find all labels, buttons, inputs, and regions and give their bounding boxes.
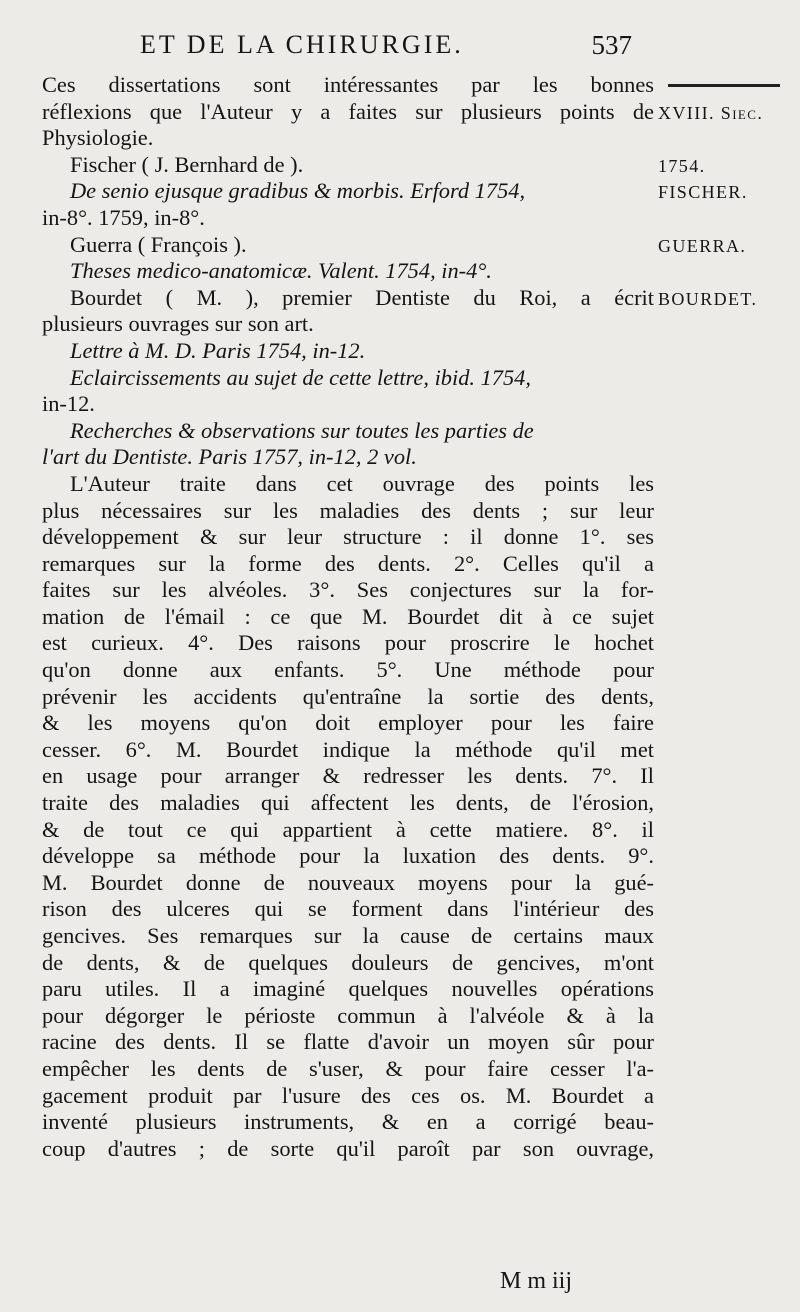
text-line: gencives. Ses remarques sur la cause de certains maux — [42, 923, 654, 948]
text-line: empêcher les dents de s'user, & pour faire cesser l'a- — [42, 1055, 654, 1081]
margin-note: BOURDET. — [658, 288, 758, 309]
text-line: de dents, & de quelques douleurs de gencives, m'ont — [42, 949, 654, 975]
text-line: L'Auteur traite dans cet ouvrage des points les — [70, 470, 654, 496]
text-line: rison des ulceres qui se forment dans l'intérieur des — [42, 896, 654, 922]
text-line: racine des dents. Il se flatte d'avoir un moyen sûr pour — [42, 1029, 654, 1055]
text-line: Fischer ( J. Bernhard de ). — [70, 151, 304, 177]
text-line: qu'on donne aux enfants. 5°. Une méthode pour — [42, 657, 654, 683]
text-line: & de tout ce qui appartient à cette matiere. 8°. il — [42, 816, 654, 842]
text-line: développe sa méthode pour la luxation des dents. 9°. — [42, 843, 654, 869]
margin-rule — [668, 84, 780, 87]
text-line: Physiologie. — [42, 125, 154, 151]
text-line: est curieux. 4°. Des raisons pour proscrire le hochet — [42, 630, 654, 656]
text-line: en usage pour arranger & redresser les dents. 7°. Il — [42, 763, 654, 789]
text-line: Bourdet ( M. ), premier Dentiste du Roi, a écrit — [70, 284, 654, 310]
text-line: l'art du Dentiste. Paris 1757, in-12, 2 vol. — [42, 444, 417, 470]
text-line: & les moyens qu'on doit employer pour les faire — [42, 710, 654, 736]
text-line: plus nécessaires sur les maladies des dents ; sur leur — [42, 497, 654, 523]
text-line: inventé plusieurs instruments, & en a corrigé beau- — [42, 1109, 654, 1135]
text-line: cesser. 6°. M. Bourdet indique la méthode qu'il met — [42, 736, 654, 762]
text-line: plusieurs ouvrages sur son art. — [42, 311, 314, 337]
text-line: Ces dissertations sont intéressantes par les bonnes — [42, 72, 654, 97]
text-line: mation de l'émail : ce que M. Bourdet dit à ce sujet — [42, 603, 654, 629]
margin-note: XVIII. Siec. — [658, 102, 764, 123]
text-line: réflexions que l'Auteur y a faites sur plusieurs points de — [42, 98, 654, 124]
margin-note: FISCHER. — [658, 182, 748, 203]
text-line: développement & sur leur structure : il donne 1°. ses — [42, 524, 654, 550]
text-line: faites sur les alvéoles. 3°. Ses conjectures sur la for- — [42, 577, 654, 603]
text-line: pour dégorger le périoste commun à l'alvéole & à la — [42, 1002, 654, 1028]
margin-note: 1754. — [658, 155, 706, 176]
text-line: in-8°. 1759, in-8°. — [42, 204, 205, 230]
text-line: remarques sur la forme des dents. 2°. Celles qu'il a — [42, 550, 654, 576]
text-line: Theses medico-anatomicæ. Valent. 1754, in-4°. — [70, 258, 492, 284]
text-line: coup d'autres ; de sorte qu'il paroît par son ouvrage, — [42, 1135, 654, 1161]
main-text-column — [42, 72, 654, 1162]
text-line: prévenir les accidents qu'entraîne la sortie des dents, — [42, 683, 654, 709]
text-line: Recherches & observations sur toutes les parties de — [70, 417, 534, 443]
text-line: traite des maladies qui affectent les dents, de l'érosion, — [42, 790, 654, 816]
text-line: in-12. — [42, 391, 95, 417]
signature-mark: M m iij — [500, 1268, 573, 1294]
page-header — [140, 30, 640, 66]
text-line: De senio ejusque gradibus & morbis. Erford 1754, — [70, 178, 526, 204]
text-line: Lettre à M. D. Paris 1754, in-12. — [70, 337, 366, 363]
text-line: gacement produit par l'usure des ces os. M. Bourdet a — [42, 1082, 654, 1108]
page-number: 537 — [591, 30, 632, 60]
text-line: Guerra ( François ). — [70, 231, 247, 257]
text-line: paru utiles. Il a imaginé quelques nouvelles opérations — [42, 976, 654, 1002]
text-line: M. Bourdet donne de nouveaux moyens pour la gué- — [42, 869, 654, 895]
margin-note: GUERRA. — [658, 235, 747, 256]
running-title: ET DE LA CHIRURGIE. — [140, 30, 464, 59]
text-line: Eclaircissements au sujet de cette lettre, ibid. 1754, — [70, 364, 531, 390]
